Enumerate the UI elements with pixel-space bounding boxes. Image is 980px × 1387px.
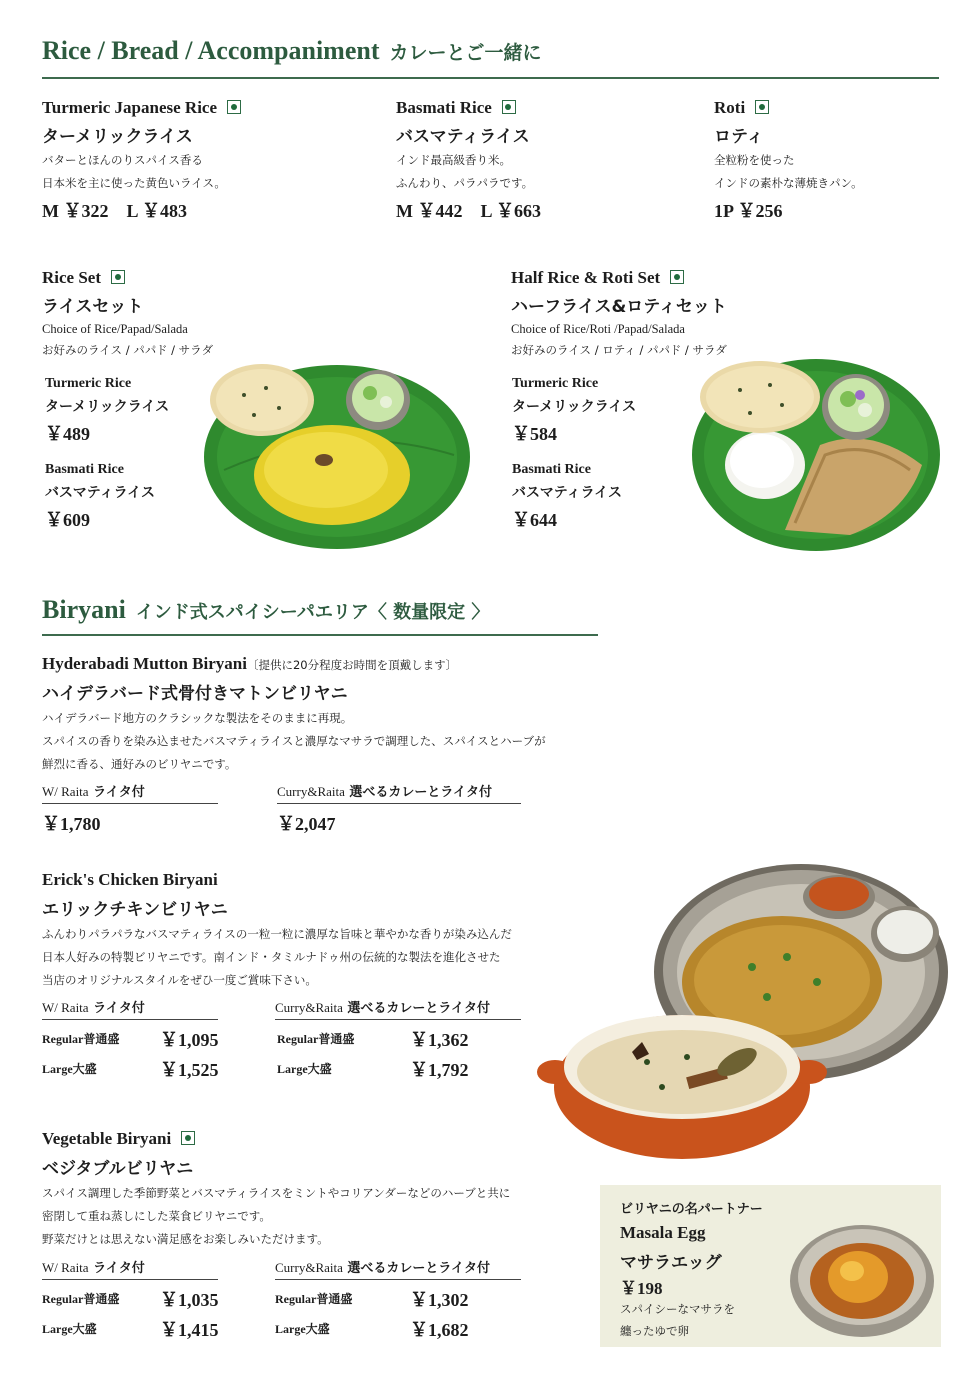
menu-item-turmeric-rice	[42, 98, 241, 223]
option-price: ￥489	[45, 424, 90, 444]
item-price: 1P ￥256	[714, 201, 783, 221]
partner-desc: スパイシーなマサラを	[620, 1302, 735, 1316]
item-name-en: Basmati Rice	[396, 98, 541, 118]
partner-price: ￥198	[620, 1279, 663, 1298]
option-header-curry-raita: Curry&Raita 選べるカレーとライタ付	[275, 1260, 491, 1276]
rice-set-option-turmeric	[45, 376, 169, 446]
option-divider	[277, 803, 521, 804]
item-name-en: Half Rice & Roti Set	[511, 268, 727, 288]
item-name-jp: ハイデラバード式骨付きマトンビリヤニ	[42, 684, 348, 704]
vegetarian-icon	[111, 270, 125, 284]
option-price-large: ￥1,792	[410, 1060, 469, 1080]
option-price-large: ￥1,525	[160, 1060, 219, 1080]
menu-item-vegetable-biryani	[42, 1129, 510, 1251]
menu-item-roti	[714, 98, 863, 223]
item-name-jp: ターメリックライス	[42, 127, 193, 147]
item-desc: 日本人好みの特製ビリヤニです。南インド・タミルナドゥ州の伝統的な製法を進化させた	[42, 950, 501, 964]
option-divider	[42, 1279, 218, 1280]
vegetarian-icon	[670, 270, 684, 284]
menu-item-basmati-rice	[396, 98, 541, 223]
item-name-jp: エリックチキンビリヤニ	[42, 900, 228, 920]
item-name-en: Erick's Chicken Biryani	[42, 870, 218, 889]
partner-name-en: Masala Egg	[620, 1223, 706, 1242]
item-name-jp: ロティ	[714, 127, 764, 147]
option-price-regular: ￥1,095	[160, 1030, 219, 1050]
option-name-jp: バスマティライス	[512, 485, 623, 501]
section-divider	[42, 634, 598, 636]
item-desc: スパイスの香りを染み込ませたバスマティライスと濃厚なマサラで調理した、スパイスとハーブが	[42, 734, 546, 748]
item-choice-jp: お好みのライス / パパド / サラダ	[42, 343, 214, 357]
option-name-en: Basmati Rice	[45, 462, 124, 477]
item-name-en: Vegetable Biryani	[42, 1129, 510, 1149]
partner-box-masala-egg	[600, 1185, 941, 1347]
option-header-raita: W/ Raita ライタ付	[42, 784, 145, 800]
item-price: M ￥442 L ￥663	[396, 201, 542, 221]
rice-set-option-basmati	[45, 462, 155, 532]
size-label-regular: Regular普通盛	[277, 1032, 355, 1046]
size-label-large: Large大盛	[277, 1062, 332, 1076]
item-desc: ハイデラバード地方のクラシックな製法をそのままに再現。	[42, 711, 353, 725]
item-name-jp: ベジタブルビリヤニ	[42, 1159, 194, 1179]
option-divider	[275, 1279, 521, 1280]
half-set-option-turmeric	[512, 376, 636, 446]
masala-egg-photo	[786, 1219, 938, 1343]
item-name-en: Hyderabadi Mutton Biryani〔提供に20分程度お時間を頂戴します〕	[42, 654, 458, 673]
section-title-jp: カレーとご一緒に	[389, 42, 542, 64]
option-price-large: ￥1,415	[160, 1320, 219, 1340]
vegetarian-icon	[227, 100, 241, 114]
menu-item-half-set	[511, 268, 727, 361]
option-divider	[42, 1019, 218, 1020]
item-desc: ふんわり、パラパラです。	[396, 176, 534, 190]
size-label-large: Large大盛	[275, 1322, 330, 1336]
menu-item-mutton-biryani	[42, 654, 546, 776]
vegetarian-icon	[755, 100, 769, 114]
item-name-en: Turmeric Japanese Rice	[42, 98, 241, 118]
item-desc: 当店のオリジナルスタイルをぜひ一度ご賞味下さい。	[42, 973, 317, 987]
item-price: M ￥322 L ￥483	[42, 201, 188, 221]
partner-name-jp: マサラエッグ	[620, 1253, 722, 1273]
item-choice-en: Choice of Rice/Roti /Papad/Salada	[511, 322, 685, 336]
option-name-jp: バスマティライス	[45, 485, 156, 501]
option-divider	[275, 1019, 521, 1020]
option-header-raita: W/ Raita ライタ付	[42, 1260, 145, 1276]
item-desc: インド最高級香り米。	[396, 153, 511, 167]
item-name-en: Rice Set	[42, 268, 213, 288]
option-price: ￥644	[512, 510, 557, 530]
item-note: 〔提供に20分程度お時間を頂戴します〕	[246, 658, 458, 672]
item-name-jp: ハーフライス&ロティセット	[511, 297, 727, 317]
item-desc: スパイス調理した季節野菜とバスマティライスをミントやコリアンダーなどのハーブと共に	[42, 1186, 511, 1200]
item-choice-en: Choice of Rice/Papad/Salada	[42, 322, 188, 336]
item-desc: 密閉して重ね蒸しにした菜食ビリヤニです。	[42, 1209, 271, 1223]
size-label-regular: Regular普通盛	[42, 1032, 120, 1046]
option-price-regular: ￥1,035	[160, 1290, 219, 1310]
section-title-rice	[42, 36, 542, 66]
partner-label: ビリヤニの名パートナー	[620, 1202, 763, 1217]
size-label-large: Large大盛	[42, 1062, 97, 1076]
half-set-option-basmati	[512, 462, 622, 532]
option-header-curry-raita: Curry&Raita 選べるカレーとライタ付	[277, 784, 493, 800]
item-desc: 日本米を主に使った黄色いライス。	[42, 176, 226, 190]
option-price: ￥1,780	[42, 814, 101, 834]
biryani-photo	[537, 862, 950, 1162]
option-price: ￥2,047	[277, 814, 336, 834]
half-set-photo	[690, 355, 942, 555]
option-price-large: ￥1,682	[410, 1320, 469, 1340]
partner-desc: 纏ったゆで卵	[620, 1324, 689, 1338]
item-desc: インドの素朴な薄焼きパン。	[714, 176, 863, 190]
item-desc: バターとほんのりスパイス香る	[42, 153, 203, 167]
section-title-en: Rice / Bread / Accompaniment	[42, 36, 380, 65]
vegetarian-icon	[181, 1131, 195, 1145]
option-header-raita: W/ Raita ライタ付	[42, 1000, 145, 1016]
size-label-regular: Regular普通盛	[42, 1292, 120, 1306]
item-name-jp: ライスセット	[42, 297, 144, 317]
option-price-regular: ￥1,362	[410, 1030, 469, 1050]
option-name-en: Turmeric Rice	[45, 376, 132, 391]
section-divider	[42, 77, 939, 79]
section-title-jp: インド式スパイシーパエリア〈 数量限定 〉	[135, 602, 490, 623]
option-header-curry-raita: Curry&Raita 選べるカレーとライタ付	[275, 1000, 491, 1016]
item-desc: 鮮烈に香る、通好みのビリヤニです。	[42, 757, 237, 771]
option-name-en: Turmeric Rice	[512, 376, 599, 391]
menu-item-rice-set	[42, 268, 213, 361]
option-price-regular: ￥1,302	[410, 1290, 469, 1310]
option-divider	[42, 803, 218, 804]
vegetarian-icon	[502, 100, 516, 114]
menu-item-chicken-biryani	[42, 870, 512, 992]
section-title-biryani	[42, 595, 489, 625]
size-label-regular: Regular普通盛	[275, 1292, 353, 1306]
item-name-en: Roti	[714, 98, 863, 118]
option-price: ￥584	[512, 424, 557, 444]
option-name-jp: ターメリックライス	[512, 399, 637, 415]
option-name-jp: ターメリックライス	[45, 399, 170, 415]
item-desc: 野菜だけとは思えない満足感をお楽しみいただけます。	[42, 1232, 329, 1246]
item-desc: ふんわりパラパラなバスマティライスの一粒一粒に濃厚な旨味と華やかな香りが染み込んだ	[42, 927, 512, 941]
item-choice-jp: お好みのライス / ロティ / パパド / サラダ	[511, 343, 727, 357]
rice-set-photo	[204, 360, 474, 550]
section-title-en: Biryani	[42, 595, 126, 624]
option-price: ￥609	[45, 510, 90, 530]
option-name-en: Basmati Rice	[512, 462, 591, 477]
item-name-jp: バスマティライス	[396, 127, 530, 147]
size-label-large: Large大盛	[42, 1322, 97, 1336]
item-desc: 全粒粉を使った	[714, 153, 795, 167]
